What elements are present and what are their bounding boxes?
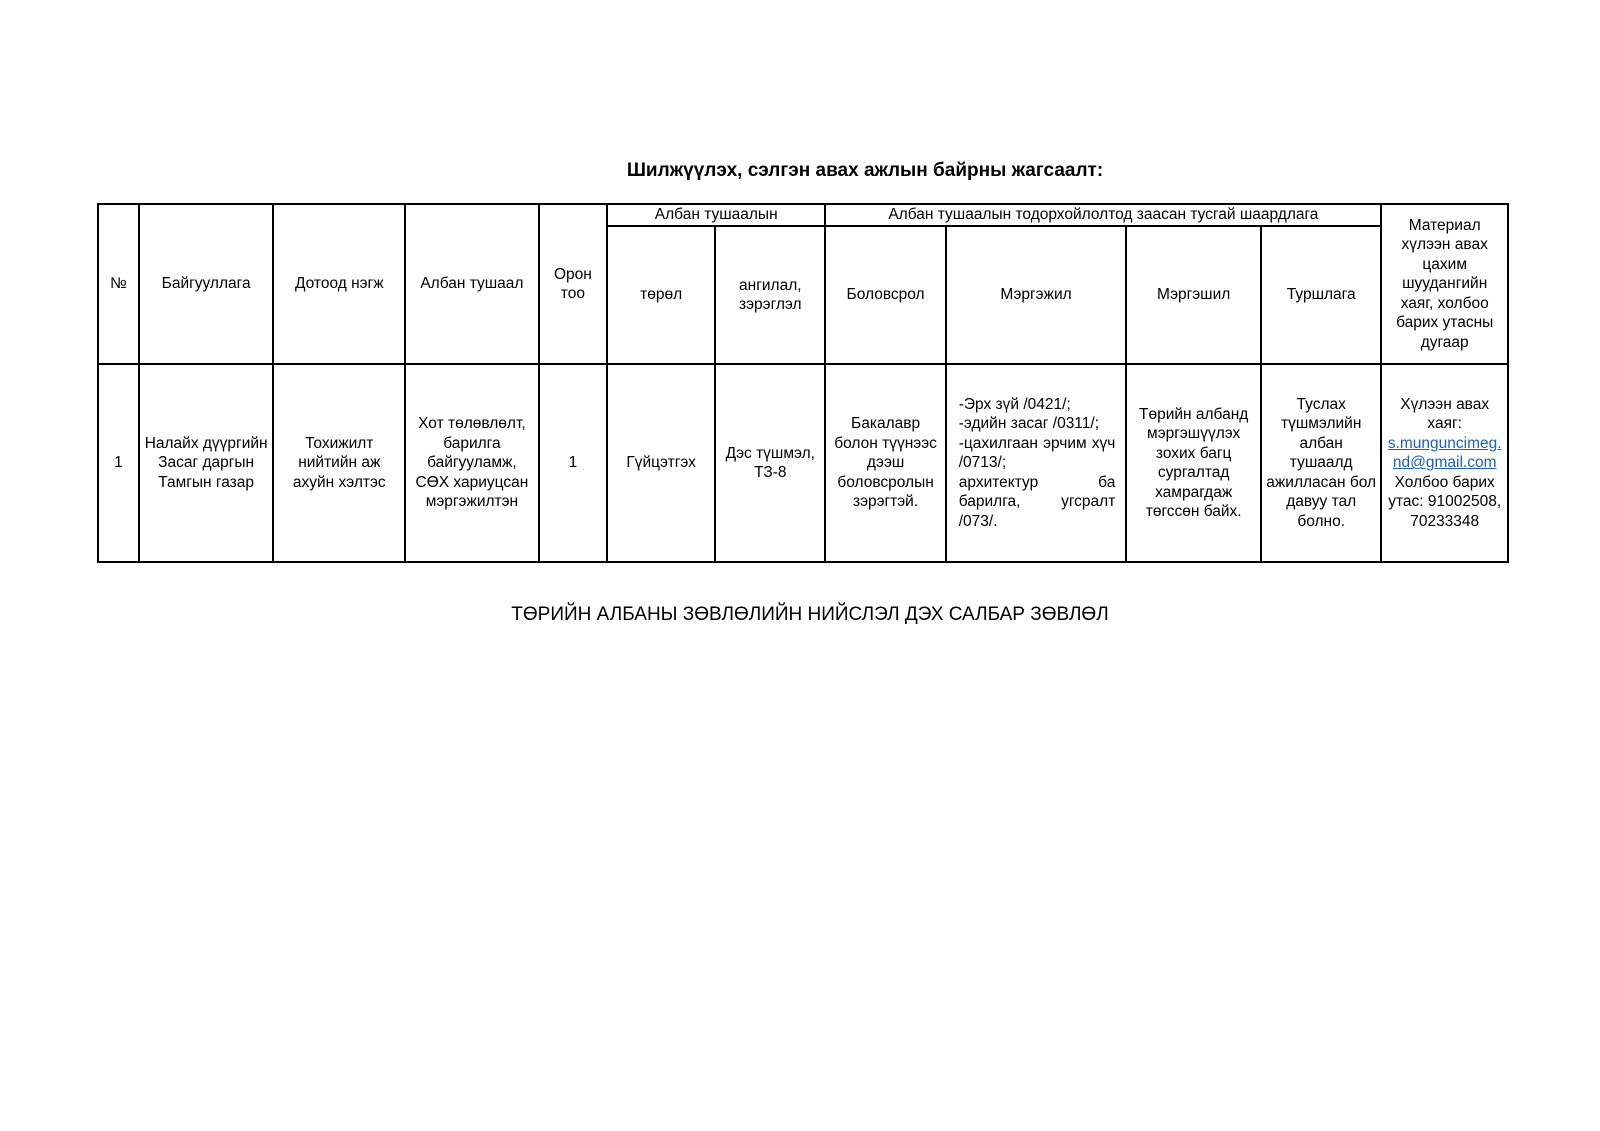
contact-phone: Холбоо барих утас: 91002508, 70233348: [1388, 473, 1502, 530]
profession-item: -Эрх зүй /0421/;: [958, 395, 1071, 413]
header-contact: Материал хүлээн авах цахим шуудангийн хаяг, холбоо барих утасны дугаар: [1381, 204, 1508, 364]
table-row: [98, 364, 1508, 562]
cell-education: Бакалавр болон түүнээс дээш боловсролын зэрэгтэй.: [825, 364, 945, 562]
cell-position: Хот төлөвлөлт, барилга байгууламж, СӨХ хариуцсан мэргэжилтэн: [405, 364, 539, 562]
cell-class: Дэс түшмэл, ТЗ-8: [715, 364, 825, 562]
vacancy-table: [97, 203, 1509, 563]
header-no: №: [98, 204, 139, 364]
header-position-group: Албан тушаалын: [607, 204, 825, 226]
header-seats: Орон тоо: [539, 204, 607, 364]
cell-seats: 1: [539, 364, 607, 562]
table-header-row: [98, 204, 1508, 226]
cell-skill: Төрийн албанд мэргэшүүлэх зохих багц сургалтад хамрагдаж төгссөн байх.: [1126, 364, 1261, 562]
cell-no: 1: [98, 364, 139, 562]
cell-unit: Тохижилт нийтийн аж ахуйн хэлтэс: [273, 364, 405, 562]
cell-organization: Налайх дүүргийн Засаг даргын Тамгын газар: [139, 364, 274, 562]
header-experience: Туршлага: [1261, 226, 1381, 364]
header-skill: Мэргэшил: [1126, 226, 1261, 364]
profession-item: архитектур ба барилга, угсралт /073/.: [958, 473, 1116, 530]
cell-contact: [1381, 364, 1508, 562]
profession-item: -цахилгаан эрчим хүч /0713/;: [958, 434, 1116, 472]
contact-email-link[interactable]: s.munguncimeg.nd@gmail.com: [1387, 434, 1502, 472]
contact-label: Хүлээн авах хаяг:: [1400, 395, 1490, 433]
document-title: Шилжүүлэх, сэлгэн авах ажлын байрны жагсаалт:: [626, 160, 1104, 181]
header-education: Боловсрол: [825, 226, 945, 364]
document-footer: ТӨРИЙН АЛБАНЫ ЗӨВЛӨЛИЙН НИЙСЛЭЛ ДЭХ САЛБАР ЗӨВЛӨЛ: [511, 604, 1109, 625]
cell-profession: [946, 364, 1127, 562]
profession-item: -эдийн засаг /0311/;: [958, 415, 1100, 433]
cell-type: Гүйцэтгэх: [607, 364, 715, 562]
header-class: ангилал, зэрэглэл: [715, 226, 825, 364]
cell-experience: Туслах түшмэлийн албан тушаалд ажилласан бол давуу тал болно.: [1261, 364, 1381, 562]
header-requirements-group: Албан тушаалын тодорхойлолтод заасан тусгай шаардлага: [825, 204, 1381, 226]
header-type: төрөл: [607, 226, 715, 364]
header-profession: Мэргэжил: [946, 226, 1127, 364]
header-unit: Дотоод нэгж: [273, 204, 405, 364]
header-position: Албан тушаал: [405, 204, 539, 364]
header-organization: Байгууллага: [139, 204, 274, 364]
